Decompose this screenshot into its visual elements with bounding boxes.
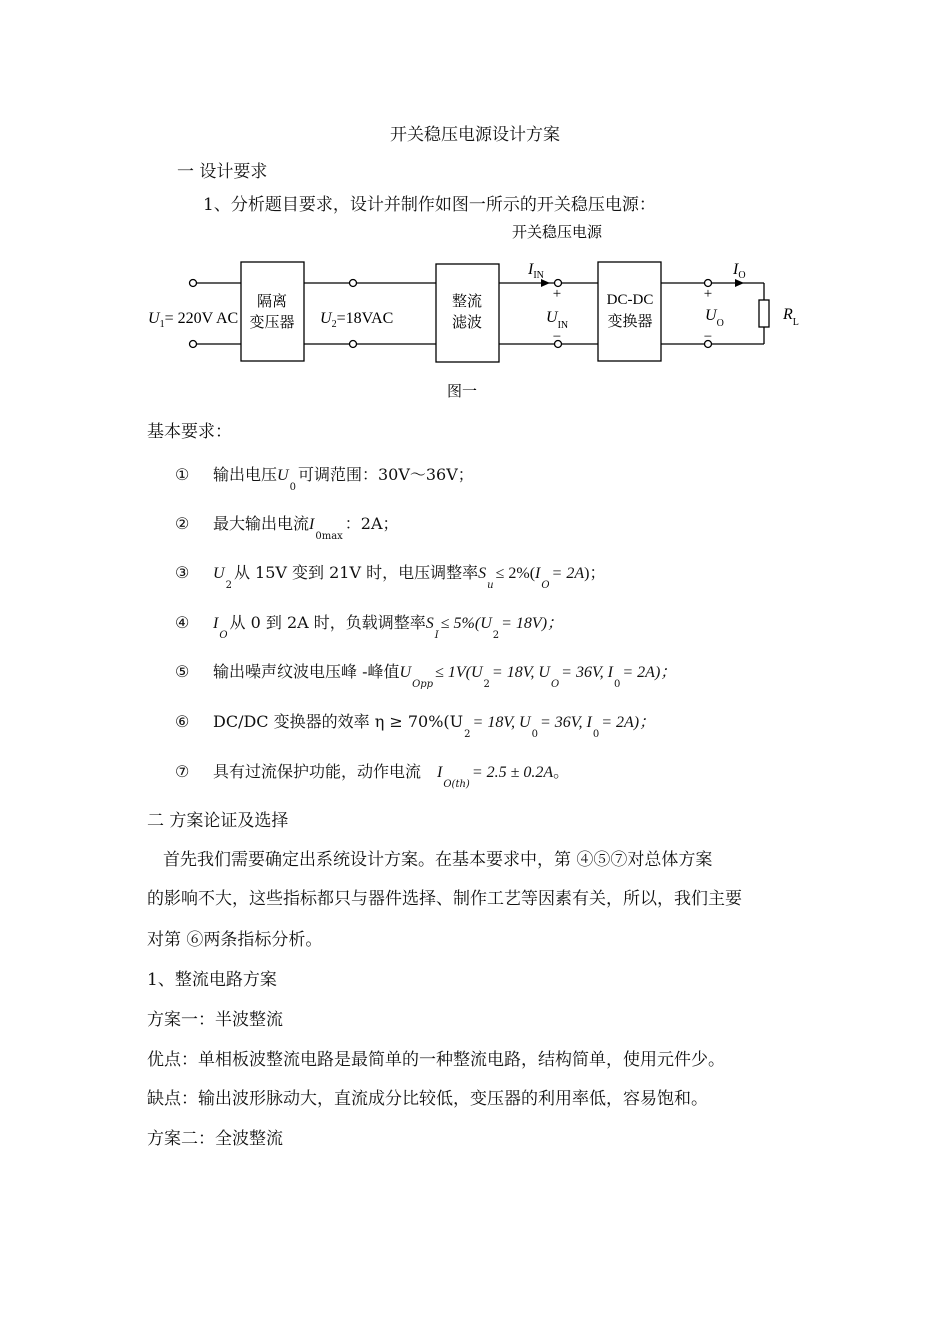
requirement-5 (175, 659, 677, 690)
req-math: = 2A)； (622, 664, 677, 681)
input-terminal-top (190, 280, 197, 287)
req-math: = 18V, U (491, 664, 550, 681)
rl-symbol: R (783, 306, 793, 323)
u2-terminal-top (350, 280, 357, 287)
req-math: = 36V, I (561, 664, 613, 681)
req-math: ≤ 2%( (495, 565, 536, 582)
requirement-6 (175, 709, 656, 740)
req-math: = 2A (551, 565, 585, 582)
page-title: 开关稳压电源设计方案 (390, 125, 560, 145)
req-text: DC/DC 变换器的效率 η ≥ 70%(U (213, 712, 464, 731)
iin-subscript: IN (533, 270, 544, 281)
rectifier-block (436, 264, 499, 362)
u2-terminal-bottom (350, 341, 357, 348)
svg-text:U1= 220V AC (148, 310, 238, 330)
rectifier-label-1: 整流 (451, 294, 483, 310)
req-text: ：2A； (344, 514, 399, 533)
paragraph-line-3: 对第 ⑥两条指标分析。 (147, 930, 323, 950)
req-sub: 2 (483, 679, 490, 690)
req-sub: O(th) (443, 779, 470, 790)
diagram-caption-bottom: 图一 (446, 384, 478, 400)
req-var: I (437, 764, 443, 781)
uo-minus: − (703, 329, 713, 345)
uo-plus: + (703, 286, 713, 302)
req-number: ⑦ (175, 762, 190, 781)
iin-symbol: I (528, 261, 534, 278)
u2-value: =18VAC (336, 310, 394, 327)
req-var: U (399, 664, 412, 681)
uo-symbol: U (705, 307, 717, 324)
req-number: ③ (175, 563, 190, 582)
transformer-label-1: 隔离 (256, 294, 288, 310)
req-sub: I (434, 630, 439, 641)
req-sub: 0 (592, 729, 600, 740)
req-text: 。 (553, 762, 570, 781)
io-symbol: I (733, 261, 739, 278)
u2-subscript: 2 (331, 319, 337, 330)
req-var: I (309, 516, 315, 533)
io-subscript: O (738, 270, 746, 281)
req-math: = 2A)； (601, 714, 656, 731)
u1-value: = 220V AC (164, 310, 239, 327)
req-var: S (478, 565, 487, 582)
u1-symbol: U (148, 310, 160, 327)
requirement-3 (175, 560, 606, 591)
req-sub: 0 (614, 679, 621, 690)
uin-minus: − (552, 329, 562, 345)
basic-requirements-label: 基本要求： (147, 422, 232, 442)
svg-text:IO (732, 261, 746, 281)
diagram-caption-top: 开关稳压电源 (511, 225, 603, 241)
req-var: U (277, 467, 289, 484)
section-heading-requirements: 一 设计要求 (177, 162, 268, 182)
requirement-2 (175, 511, 399, 542)
req-text: 最大输出电流 (213, 514, 310, 533)
requirement-7 (175, 759, 570, 790)
transformer-label-2: 变压器 (249, 315, 295, 331)
req-sub: 2 (492, 630, 500, 641)
req-sub: 0max (315, 531, 343, 542)
req-var: I (535, 565, 541, 582)
transformer-block (241, 262, 304, 361)
req-var: S (425, 615, 434, 632)
req-text: 输出电压 (213, 465, 278, 484)
cons-text: 缺点：输出波形脉动大，直流成分比较低，变压器的利用率低，容易饱和。 (147, 1089, 708, 1109)
svg-text:RL (782, 306, 799, 328)
req-number: ② (175, 514, 190, 533)
req-number: ⑥ (175, 712, 190, 731)
req-math: = 36V, I (539, 714, 592, 731)
req-math: = 18V)； (501, 615, 564, 632)
svg-text:UIN (546, 309, 568, 331)
requirement-4 (175, 610, 564, 641)
req-var: I (213, 615, 219, 632)
req-number: ④ (175, 613, 190, 632)
dcdc-block (598, 262, 661, 361)
paragraph-line-2: 的影响不大，这些指标都只与器件选择、制作工艺等因素有关，所以，我们主要 (147, 889, 742, 909)
requirement-1 (175, 462, 474, 493)
req-sub: Opp (412, 679, 434, 690)
plan-one-heading: 方案一：半波整流 (147, 1010, 283, 1030)
req-math: )； (584, 565, 606, 582)
subsection-rectifier: 1、整流电路方案 (147, 970, 277, 990)
req-text: 具有过流保护功能，动作电流 (213, 762, 422, 781)
uin-symbol: U (546, 309, 558, 326)
req-sub: 0 (289, 482, 296, 493)
req-var: U (213, 565, 225, 582)
req-math: ≤ 5%(U (440, 615, 492, 632)
section-heading-plan: 二 方案论证及选择 (147, 811, 289, 831)
req-sub: O (219, 630, 228, 641)
req-text: 可调范围：30V～36V； (297, 465, 474, 484)
req-math: = 18V, U (472, 714, 531, 731)
req-sub: O (541, 580, 550, 591)
paragraph-line-1: 首先我们需要确定出系统设计方案。在基本要求中，第 ④⑤⑦对总体方案 (163, 850, 713, 870)
plan-two-heading: 方案二：全波整流 (147, 1129, 283, 1149)
req-math: ≤ 1V(U (435, 664, 483, 681)
u2-symbol: U (320, 310, 332, 327)
svg-text:IIN (527, 261, 544, 281)
req-text: 从 15V 变到 21V 时，电压调整率 (233, 563, 479, 582)
pros-text: 优点：单相板波整流电路是最简单的一种整流电路，结构简单，使用元件少。 (147, 1050, 725, 1070)
input-terminal-bottom (190, 341, 197, 348)
svg-text:U2=18VAC (320, 310, 393, 330)
req-number: ① (175, 465, 190, 484)
uin-subscript: IN (557, 320, 569, 331)
req-sub: O (550, 679, 560, 690)
req-number: ⑤ (175, 662, 190, 681)
dcdc-label-2: 变换器 (607, 314, 653, 330)
item-1-text: 1、分析题目要求，设计并制作如图一所示的开关稳压电源： (203, 195, 656, 215)
uo-subscript: O (716, 318, 724, 329)
u1-subscript: 1 (159, 319, 165, 330)
load-resistor (759, 300, 769, 327)
dcdc-label-1: DC-DC (606, 292, 654, 308)
req-text: 从 0 到 2A 时，负载调整率 (229, 613, 426, 632)
req-math: = 2.5 ± 0.2A (471, 764, 554, 781)
rl-subscript: L (792, 317, 799, 328)
req-sub: 2 (225, 580, 232, 591)
req-sub: 2 (464, 729, 471, 740)
svg-text:UO (705, 307, 724, 329)
req-sub: u (487, 580, 494, 591)
uin-plus: + (552, 286, 562, 302)
rectifier-label-2: 滤波 (451, 315, 483, 331)
req-text: 输出噪声纹波电压峰 -峰值 (213, 662, 400, 681)
block-diagram (0, 220, 950, 410)
req-sub: 0 (531, 729, 538, 740)
